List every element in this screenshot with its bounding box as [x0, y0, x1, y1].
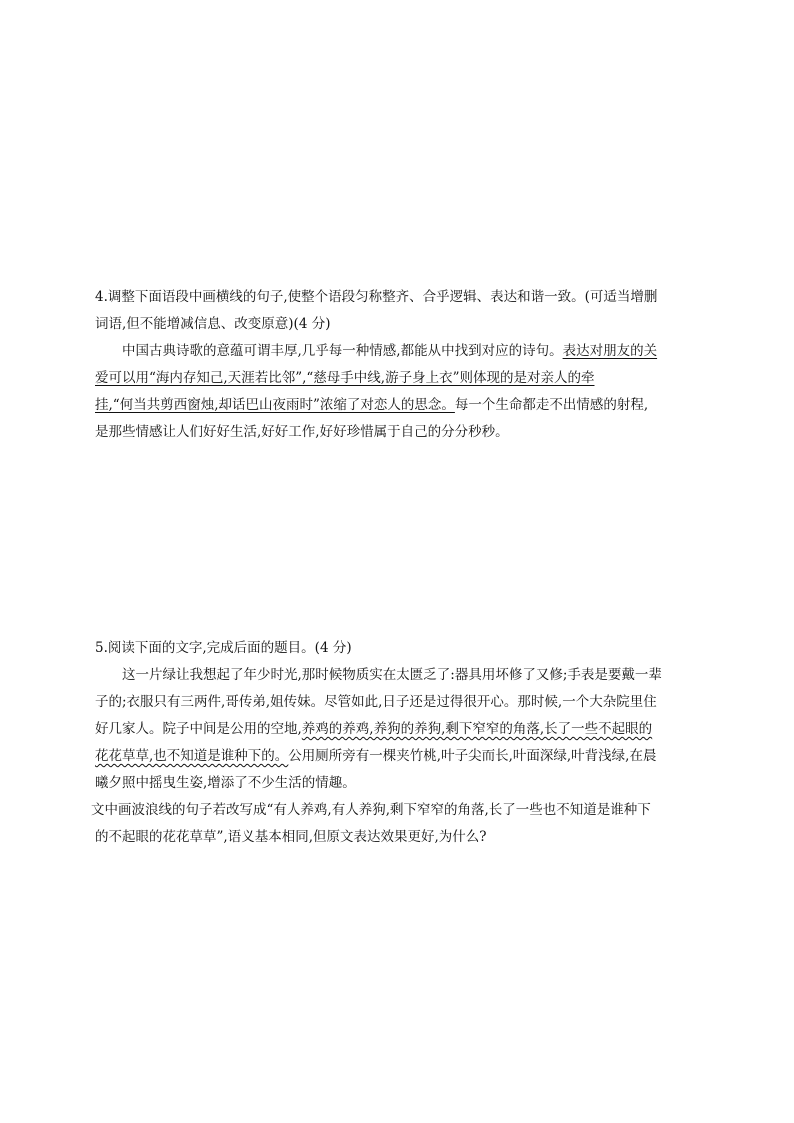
q5-passage-line-4	[95, 743, 709, 770]
q4-stem-line-1	[95, 284, 709, 311]
q4-stem-line-2	[95, 311, 709, 338]
q4-passage-line-4	[95, 419, 709, 446]
q5-stem-text: 5.阅读下面的文字,完成后面的题目。(4 分)	[95, 640, 352, 656]
q4-passage-line-1	[95, 338, 709, 365]
q5-passage-line-1	[95, 662, 709, 689]
q4-stem-text-1: 4.调整下面语段中画横线的句子,使整个语段匀称整齐、合乎逻辑、表达和谐一致。(可适当增删	[95, 289, 658, 305]
q5-stem	[95, 635, 709, 662]
q4-underlined-text: 挂,“何当共剪西窗烛,却话巴山夜雨时”浓缩了对恋人的思念。	[95, 397, 455, 413]
q4-passage-text: 每一个生命都走不出情感的射程,	[454, 397, 649, 413]
question-5	[91, 635, 709, 851]
q5-wavy-underlined-text: 养鸡的养鸡,养狗的养狗,剩下窄窄的角落,长了一些不起眼的	[301, 721, 653, 737]
q4-stem-text-2: 词语,但不能增减信息、改变原意)(4 分)	[95, 316, 331, 332]
q4-passage-text: 是那些情感让人们好好生活,好好工作,好好珍惜属于自己的分分秒秒。	[95, 424, 509, 440]
q4-passage-line-2	[95, 365, 709, 392]
q5-passage-text: 公用厕所旁有一棵夹竹桃,叶子尖而长,叶面深绿,叶背浅绿,在晨	[288, 748, 657, 764]
q4-passage-line-3	[95, 392, 709, 419]
q4-passage-text: 中国古典诗歌的意蕴可谓丰厚,几乎每一种情感,都能从中找到对应的诗句。	[122, 343, 563, 359]
q5-passage-line-3	[95, 716, 709, 743]
q5-question-text: 的不起眼的花花草草”,语义基本相同,但原文表达效果更好,为什么?	[95, 829, 487, 845]
q4-underlined-text: 表达对朋友的关	[562, 343, 658, 359]
q5-wavy-underlined-text: 花花草草,也不知道是谁种下的。	[95, 748, 289, 764]
q5-passage-text: 这一片绿让我想起了年少时光,那时候物质实在太匮乏了:器具用坏修了又修;手表是要戴一辈	[122, 667, 662, 683]
q5-question-line-2	[95, 824, 709, 851]
question-4	[95, 284, 709, 446]
q5-question-text: 文中画波浪线的句子若改写成“有人养鸡,有人养狗,剩下窄窄的角落,长了一些也不知道是谁种下	[91, 802, 651, 818]
q5-passage-line-5	[95, 770, 709, 797]
q5-passage-text: 子的;衣服只有三两件,哥传弟,姐传妹。尽管如此,日子还是过得很开心。那时候,一个大杂院里住	[95, 694, 657, 710]
q5-passage-line-2	[95, 689, 709, 716]
q5-question-line-1	[91, 797, 709, 824]
q4-underlined-text: 爱可以用“海内存知己,天涯若比邻”,“慈母手中线,游子身上衣”则体现的是对亲人的牵	[95, 370, 595, 386]
q5-passage-text: 曦夕照中摇曳生姿,增添了不少生活的情趣。	[95, 775, 356, 791]
q5-passage-text: 好几家人。院子中间是公用的空地,	[95, 721, 302, 737]
